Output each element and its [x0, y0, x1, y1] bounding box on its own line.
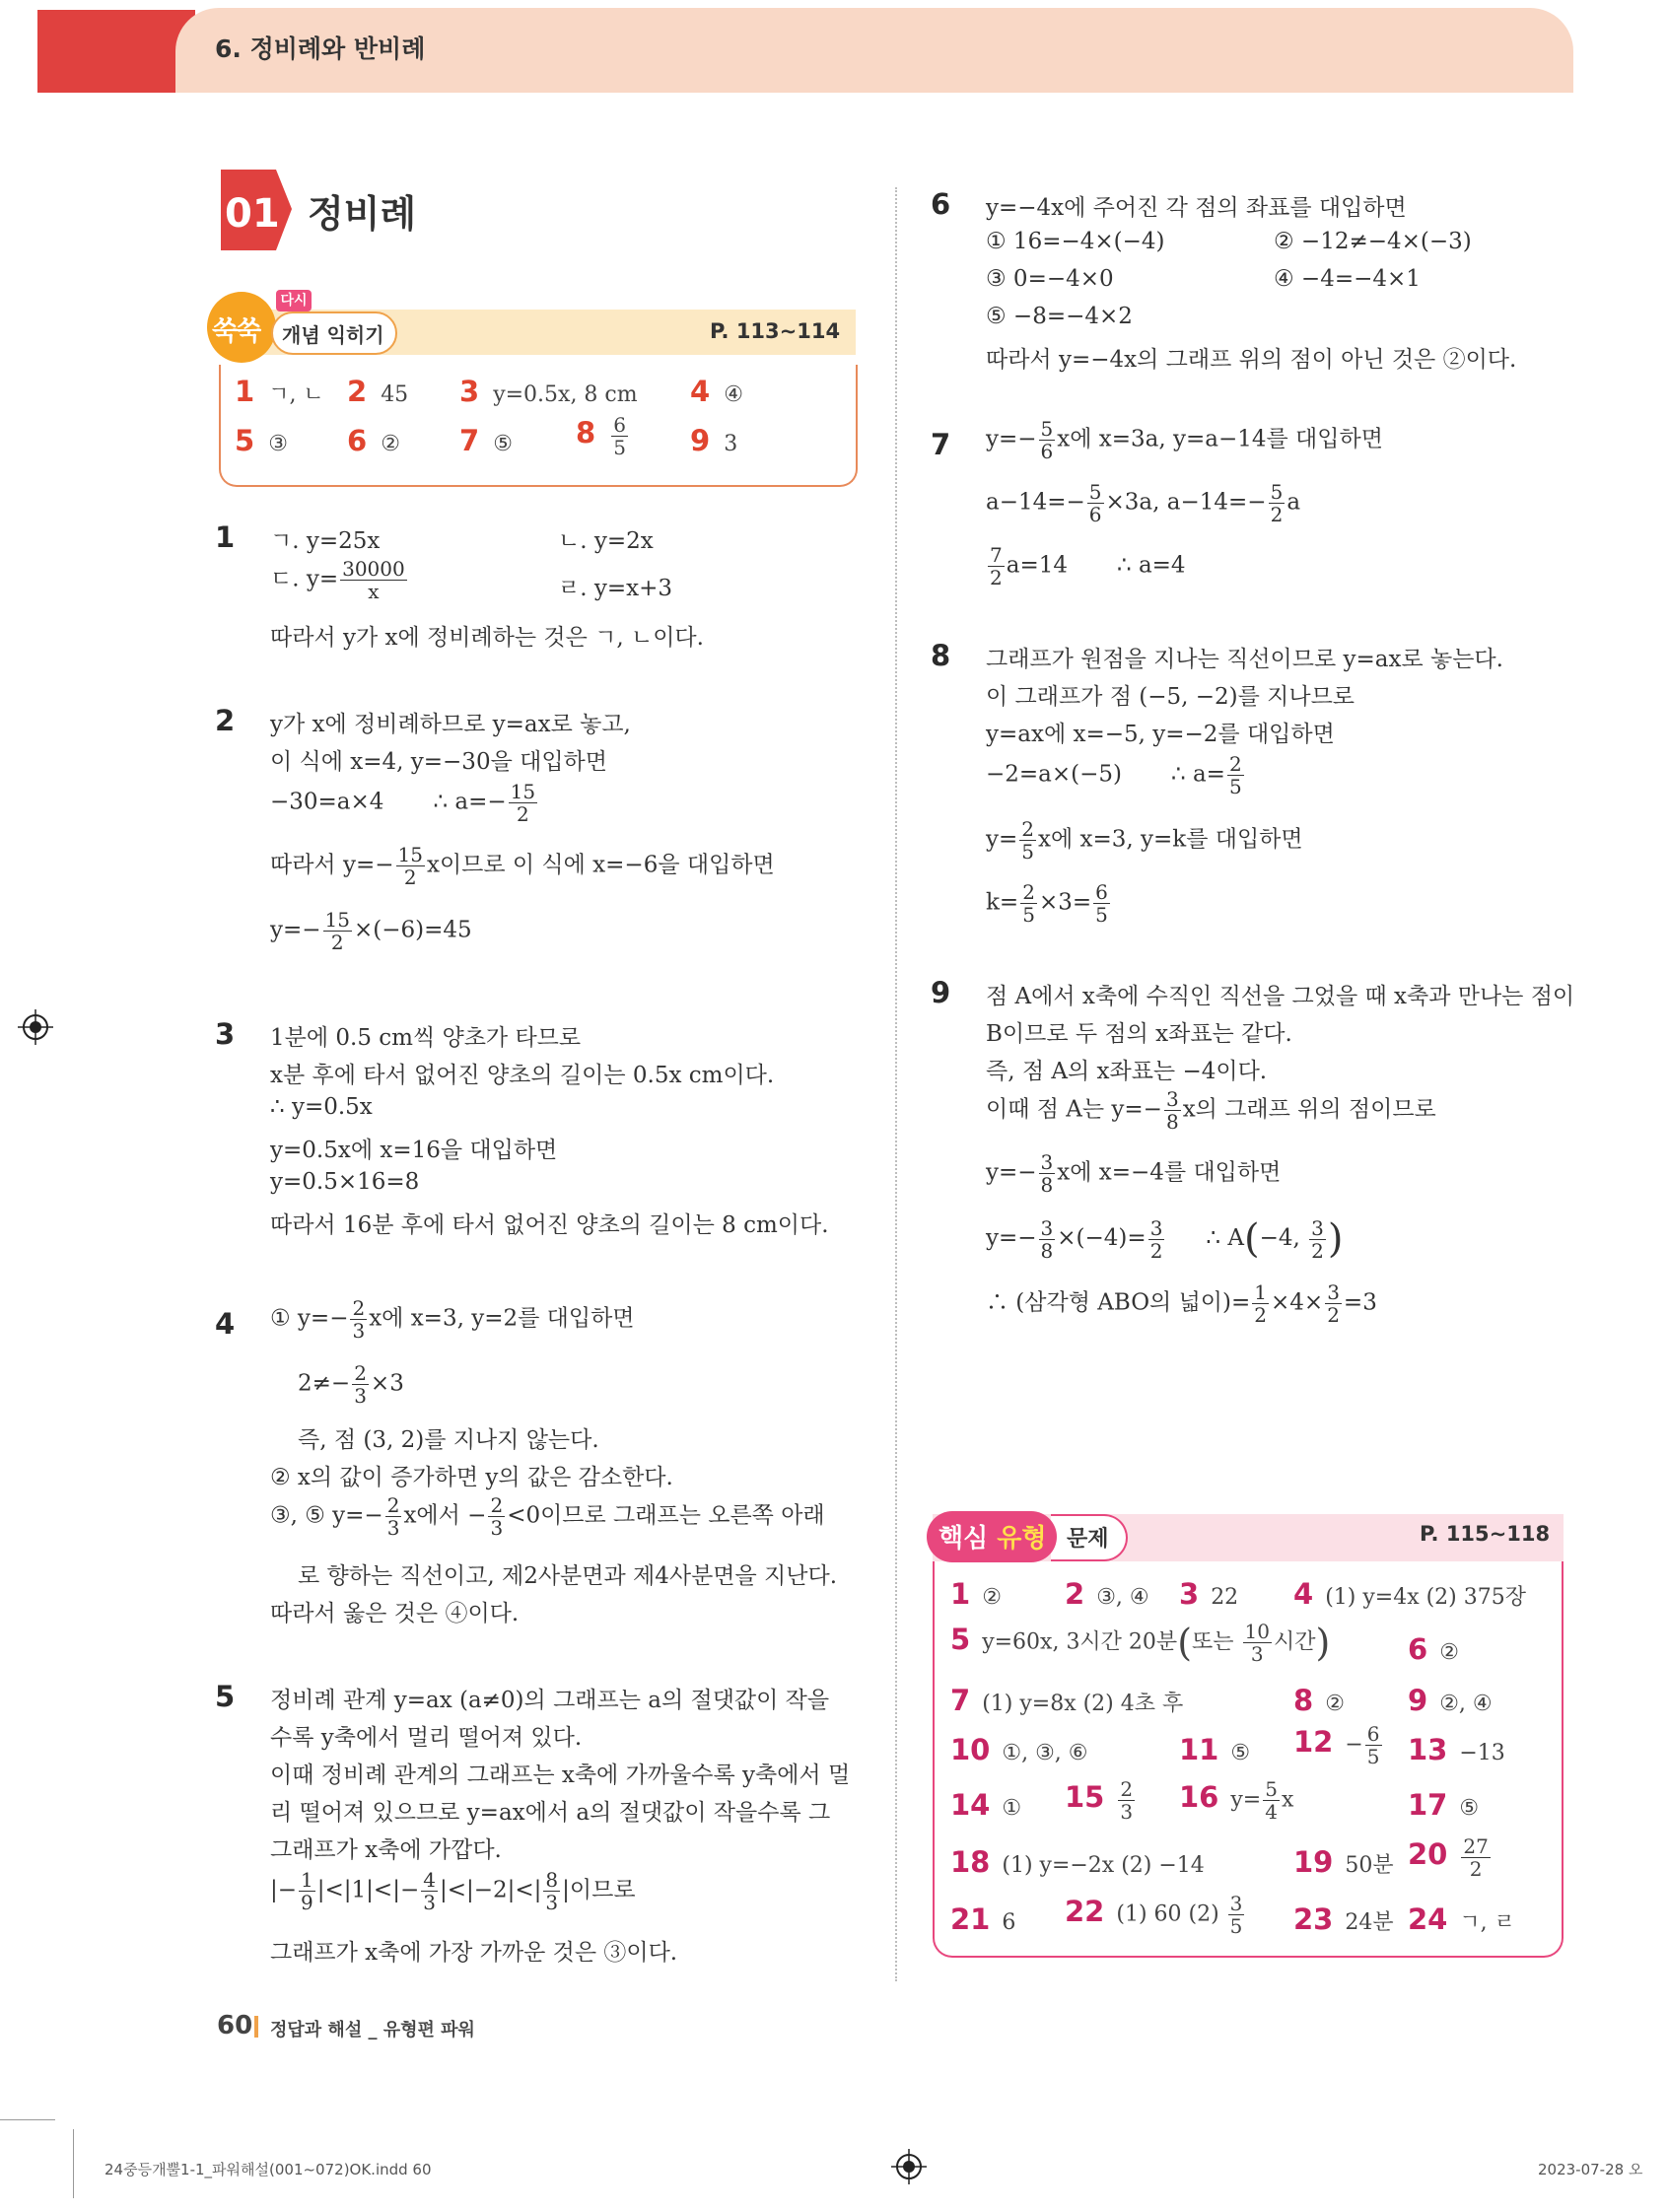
solution-1-number: 1 — [215, 520, 236, 554]
s6-case4: ④ −4=−4×1 — [1274, 266, 1421, 292]
key-18: 18 (1) y=−2x (2) −14 — [950, 1845, 1205, 1879]
s1-line1a: ㄱ. y=25x — [270, 528, 381, 554]
ssk-badge-text: 쑥쑥 — [212, 316, 260, 347]
s9-line5: y=− $\frac{3}{8}$ x에 x=−4를 대입하면 — [986, 1150, 1282, 1197]
key-23: 23 24분 — [1293, 1902, 1394, 1936]
s5-line7: 그래프가 x축에 가장 가까운 것은 ③이다. — [270, 1940, 678, 1966]
s7-line1: y=− $\frac{5}{6}$ x에 x=3a, y=a−14를 대입하면 — [986, 417, 1383, 463]
key-15: 15 $\frac{2}{3}$ — [1065, 1777, 1134, 1824]
s4-line1: ① y=− $\frac{2}{3}$ x에 x=3, y=2를 대입하면 — [270, 1296, 635, 1343]
key-7: 7 (1) y=8x (2) 4초 후 — [950, 1684, 1184, 1717]
s7-line2: a−14=− $\frac{5}{6}$ ×3a, a−14=− $\frac{5}{2}$ a — [986, 480, 1301, 526]
key-17: 17 ⑤ — [1408, 1788, 1480, 1822]
box1-label: 개념 익히기 — [282, 323, 384, 347]
key-21: 21 6 — [950, 1902, 1016, 1936]
answer-1: 1 ㄱ, ㄴ — [235, 375, 324, 408]
s8-line4: −2=a×(−5) ∴ a= $\frac{2}{5}$ — [986, 752, 1242, 798]
key-12: 12 − $\frac{6}{5}$ — [1293, 1722, 1380, 1768]
s3-line1: 1분에 0.5 cm씩 양초가 타므로 — [270, 1025, 582, 1051]
s1-line1b: ㄴ. y=2x — [558, 528, 654, 554]
s1-line2a: ㄷ. y= $\frac{30000}{x}$ — [270, 557, 405, 603]
registration-mark-icon — [18, 1009, 53, 1045]
solution-5-number: 5 — [215, 1680, 236, 1713]
solution-8-number: 8 — [931, 639, 951, 672]
answer-5: 5 ③ — [235, 424, 288, 457]
key-11: 11 ⑤ — [1179, 1733, 1251, 1766]
key-1: 1 ② — [950, 1577, 1002, 1611]
solution-4-number: 4 — [215, 1307, 236, 1341]
box1-pages: P. 113∼114 — [710, 319, 841, 343]
s2-line1: y가 x에 정비례하므로 y=ax로 놓고, — [270, 712, 631, 737]
print-date: 2023-07-28 오 — [1538, 2161, 1643, 2178]
answer-3: 3 y=0.5x, 8 cm — [459, 375, 638, 408]
s6-line2: 따라서 y=−4x의 그래프 위의 점이 아닌 것은 ②이다. — [986, 347, 1517, 373]
s5-line3: 이때 정비례 관계의 그래프는 x축에 가까울수록 y축에서 멀 — [270, 1763, 851, 1788]
key-24: 24 ㄱ, ㄹ — [1408, 1902, 1515, 1936]
crop-mark-v — [73, 2129, 74, 2198]
s7-line3: $\frac{7}{2}$ a=14 ∴ a=4 — [990, 543, 1186, 589]
s6-case3: ③ 0=−4×0 — [986, 266, 1114, 292]
key-16: 16 y= $\frac{5}{4}$ x — [1179, 1777, 1294, 1824]
key-3: 3 22 — [1179, 1577, 1239, 1611]
s2-line5: y=− $\frac{15}{2}$ ×(−6)=45 — [270, 908, 472, 954]
key-6: 6 ② — [1408, 1632, 1459, 1666]
file-slug: 24중등개뿔1-1_파워해설(001~072)OK.indd 60 — [104, 2161, 432, 2178]
registration-mark-bottom-icon — [891, 2149, 927, 2184]
section-title: 정비례 — [308, 192, 417, 236]
s8-line2: 이 그래프가 점 (−5, −2)를 지나므로 — [986, 684, 1355, 710]
chapter-title: 6. 정비례와 반비례 — [215, 35, 426, 63]
s6-case1: ① 16=−4×(−4) — [986, 229, 1165, 254]
s3-line4: y=0.5x에 x=16을 대입하면 — [270, 1138, 558, 1163]
s1-line2b: ㄹ. y=x+3 — [558, 576, 672, 601]
s3-line3: ∴ y=0.5x — [270, 1094, 373, 1120]
s9-line1: 점 A에서 x축에 수직인 직선을 그었을 때 x축과 만나는 점이 — [986, 984, 1575, 1009]
s6-case2: ② −12≠−4×(−3) — [1274, 229, 1472, 254]
section-number: 01 — [225, 191, 280, 237]
s2-line2: 이 식에 x=4, y=−30을 대입하면 — [270, 749, 607, 775]
key-4: 4 (1) y=4x (2) 375장 — [1293, 1577, 1527, 1611]
s4-line6: 로 향하는 직선이고, 제2사분면과 제4사분면을 지난다. — [298, 1563, 838, 1589]
s8-line3: y=ax에 x=−5, y=−2를 대입하면 — [986, 722, 1335, 747]
key-13: 13 −13 — [1408, 1733, 1505, 1766]
key-8: 8 ② — [1293, 1684, 1345, 1717]
s4-line5: ③, ⑤ y=− $\frac{2}{3}$ x에서 − $\frac{2}{3}$ <0이므로 그래프는 오른쪽 아래 — [270, 1493, 825, 1540]
key-10: 10 ①, ③, ⑥ — [950, 1733, 1088, 1766]
s8-line1: 그래프가 원점을 지나는 직선이므로 y=ax로 놓는다. — [986, 647, 1503, 672]
s1-line3: 따라서 y가 x에 정비례하는 것은 ㄱ, ㄴ이다. — [270, 625, 704, 651]
answer-8: 8 $\frac{6}{5}$ — [576, 413, 626, 459]
solution-7-number: 7 — [931, 428, 951, 461]
dasi-tag: 다시 — [276, 290, 312, 311]
s8-line5: y= $\frac{2}{5}$ x에 x=3, y=k를 대입하면 — [986, 817, 1303, 864]
key-9: 9 ②, ④ — [1408, 1684, 1493, 1717]
footer-divider — [254, 2016, 258, 2038]
s5-line2: 수록 y축에서 멀리 떨어져 있다. — [270, 1725, 583, 1751]
solution-9-number: 9 — [931, 976, 951, 1009]
header-accent — [37, 10, 195, 93]
s5-line6: |− $\frac{1}{9}$ |<|1|<|− $\frac{4}{3}$ |<|−2|<| $\frac{8}{3}$ |이므로 — [270, 1868, 636, 1914]
s8-line6: k= $\frac{2}{5}$ ×3= $\frac{6}{5}$ — [986, 880, 1108, 927]
box2-label-c: 문제 — [1067, 1527, 1109, 1552]
key-5: 5 y=60x, 3시간 20분(또는 $\frac{10}{3}$ 시간) — [950, 1620, 1331, 1666]
s4-line4: ② x의 값이 증가하면 y의 값은 감소한다. — [270, 1465, 673, 1490]
s4-line3: 즉, 점 (3, 2)를 지나지 않는다. — [298, 1427, 599, 1453]
box2-pages: P. 115∼118 — [1420, 1522, 1551, 1546]
s2-line3: −30=a×4 ∴ a=− $\frac{15}{2}$ — [270, 780, 536, 826]
s3-line5: y=0.5×16=8 — [270, 1169, 420, 1195]
answer-6: 6 ② — [347, 424, 400, 457]
box2-label-a: 핵심 유형 — [938, 1524, 1047, 1554]
s6-case5: ⑤ −8=−4×2 — [986, 304, 1133, 329]
key-2: 2 ③, ④ — [1065, 1577, 1149, 1611]
key-22: 22 (1) 60 (2) $\frac{3}{5}$ — [1065, 1892, 1243, 1938]
solution-3-number: 3 — [215, 1017, 236, 1051]
section-number-badge — [217, 170, 292, 250]
s9-line2: B이므로 두 점의 x좌표는 같다. — [986, 1021, 1292, 1047]
key-19: 19 50분 — [1293, 1845, 1394, 1879]
s9-line7: ∴ (삼각형 ABO의 넓이)= $\frac{1}{2}$ ×4× $\frac{3}{2}$ =3 — [986, 1280, 1377, 1327]
s5-line5: 그래프가 x축에 가깝다. — [270, 1837, 502, 1863]
s6-line1: y=−4x에 주어진 각 점의 좌표를 대입하면 — [986, 195, 1407, 221]
s9-line3: 즉, 점 A의 x좌표는 −4이다. — [986, 1059, 1268, 1084]
answer-2: 2 45 — [347, 375, 409, 408]
page-number: 60 — [217, 2011, 253, 2040]
s5-line1: 정비례 관계 y=ax (a≠0)의 그래프는 a의 절댓값이 작을 — [270, 1688, 830, 1713]
s4-line7: 따라서 옳은 것은 ④이다. — [270, 1601, 520, 1626]
key-20: 20 $\frac{27}{2}$ — [1408, 1834, 1489, 1881]
crop-mark-h — [0, 2119, 55, 2120]
answer-7: 7 ⑤ — [459, 424, 513, 457]
s2-line4: 따라서 y=− $\frac{15}{2}$ x이므로 이 식에 x=−6을 대입하면 — [270, 843, 775, 889]
solution-2-number: 2 — [215, 704, 236, 737]
s3-line2: x분 후에 타서 없어진 양초의 길이는 0.5x cm이다. — [270, 1063, 775, 1088]
footer-title: 정답과 해설 _ 유형편 파워 — [270, 2020, 475, 2040]
key-14: 14 ① — [950, 1788, 1022, 1822]
s3-line6: 따라서 16분 후에 타서 없어진 양초의 길이는 8 cm이다. — [270, 1212, 829, 1238]
solution-6-number: 6 — [931, 187, 951, 221]
s5-line4: 리 떨어져 있으므로 y=ax에서 a의 절댓값이 작을수록 그 — [270, 1800, 831, 1826]
answer-4: 4 ④ — [690, 375, 743, 408]
s9-line4: 이때 점 A는 y=− $\frac{3}{8}$ x의 그래프 위의 점이므로 — [986, 1087, 1436, 1134]
column-divider — [895, 187, 897, 1981]
s4-line2: 2≠− $\frac{2}{3}$ ×3 — [298, 1361, 404, 1408]
s9-line6: y=− $\frac{3}{8}$ ×(−4)= $\frac{3}{2}$ ∴ A(−4, $\frac{3}{2}$ ) — [986, 1215, 1344, 1263]
answer-9: 9 3 — [690, 424, 738, 457]
